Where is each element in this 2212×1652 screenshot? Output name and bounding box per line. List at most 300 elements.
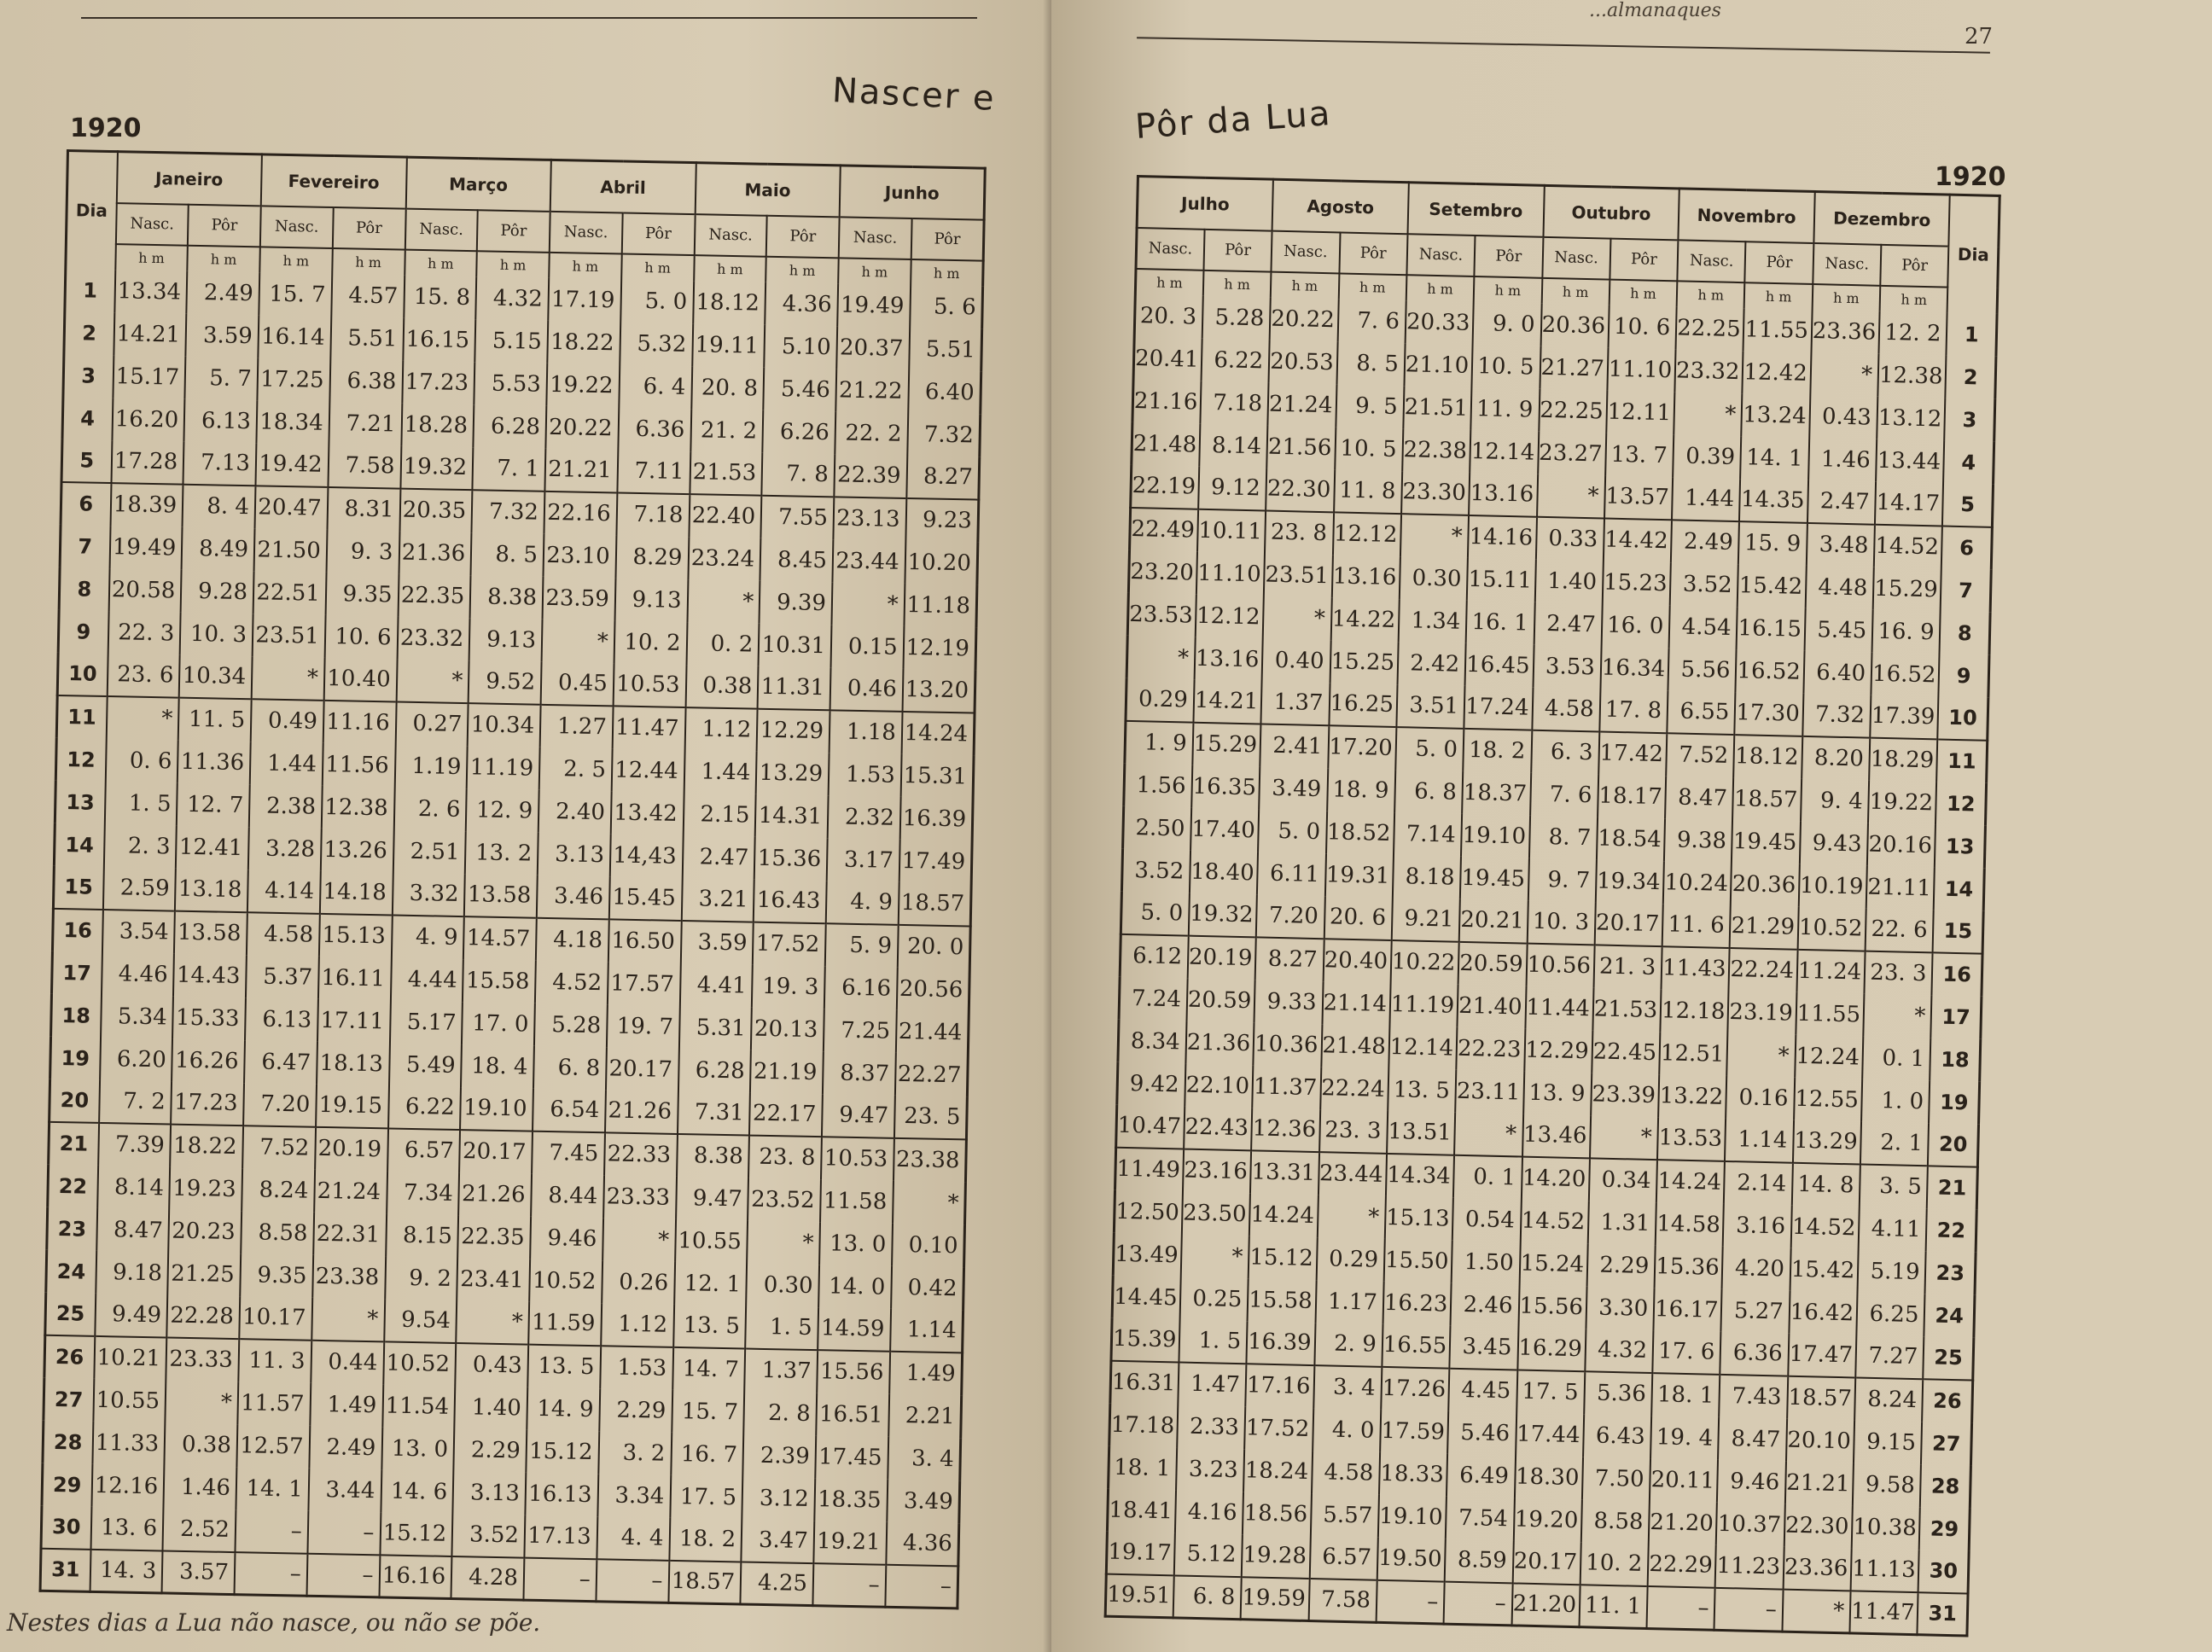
moonset-time: 3.13 [453,1470,527,1515]
day-number: 4 [62,396,113,439]
nasc-subheader: Nasc. [260,206,334,248]
moonset-time: 15.13 [319,913,393,957]
moonset-time: 18.22 [170,1124,243,1168]
moonset-time: 18.13 [317,1041,390,1085]
unit-label: h m [476,251,549,278]
day-number: 2 [64,311,114,354]
moonset-time: 23.19 [1728,990,1796,1034]
moonset-time: 3.23 [1176,1447,1244,1492]
moonset-time: 17.57 [608,962,681,1006]
moonset-time: 11.13 [1851,1548,1919,1592]
moonrise-time: 18. 1 [1109,1446,1177,1490]
moonrise-time: 1.56 [1124,763,1192,807]
moonset-time: 18.40 [1190,850,1258,894]
moonrise-time: 19.59 [1241,1577,1309,1621]
moonrise-time: 5. 0 [1121,891,1189,935]
unit-label: h m [621,253,694,281]
moonrise-time: 10.52 [383,1341,457,1386]
moonset-time: 4.57 [331,273,405,317]
moonset-time: 20.19 [1187,935,1255,980]
moonset-time: 2.14 [1724,1160,1792,1205]
moonrise-time: 22. 3 [108,611,181,655]
moonrise-time: 9.21 [1392,898,1460,942]
day-number: 24 [1924,1294,1975,1337]
moonrise-time: 19.49 [109,526,183,570]
moonrise-time: 16.15 [403,317,476,362]
moonrise-time: * [1537,474,1605,518]
moonrise-time: 5.28 [534,1003,608,1047]
moonset-time: 2.49 [187,270,260,315]
moonrise-time: 16.16 [379,1555,452,1599]
moonrise-time: 12.18 [1661,989,1729,1033]
moonset-time: 22.31 [313,1212,387,1256]
moonset-time: 20.59 [1458,941,1527,986]
moonset-time: 13.20 [902,668,975,713]
moonrise-time: 4.52 [535,960,608,1004]
nasc-subheader: Nasc. [839,217,912,259]
moonrise-time: 2.32 [828,795,901,840]
heading-por-da-lua: Pôr da Lua [1133,94,1333,147]
moonset-time: 7.18 [616,492,690,537]
moonset-time: 2.21 [888,1393,962,1438]
moonrise-time: 17. 5 [1516,1370,1585,1414]
moonset-time: 14.17 [1875,481,1943,526]
moonset-time: 15.45 [609,876,683,921]
moonset-time: 13.18 [175,868,248,912]
moonrise-time: 23.53 [1127,592,1196,637]
day-number: 21 [49,1121,99,1165]
moonset-time: 16.50 [608,919,682,963]
moonrise-time: 2. 6 [393,787,467,831]
moonset-time: 20.36 [1731,863,1799,907]
moonrise-time: 14.59 [818,1307,891,1352]
moonset-time: 0.44 [311,1340,384,1384]
moonset-time: 11.19 [467,746,540,790]
moonset-time: 19.10 [1461,813,1529,858]
day-number: 8 [59,567,109,610]
moonset-time: 21.11 [1866,865,1935,910]
moonrise-time: 10.17 [239,1296,312,1341]
moonset-time: 7. 8 [762,452,835,497]
day-number: 30 [41,1505,91,1549]
day-number: 3 [1945,398,1995,441]
moonrise-time: 10.52 [1797,906,1866,951]
moonrise-time: 18. 2 [669,1517,742,1562]
moonset-time: 7.55 [761,495,835,539]
moonrise-time: 17.16 [1245,1364,1313,1408]
month-header: Julho [1137,177,1273,231]
moonset-time: 23.38 [312,1254,386,1299]
unit-label: h m [1474,276,1542,304]
nasc-subheader: Nasc. [405,208,478,251]
moonset-time: 9.15 [1854,1420,1922,1464]
moonset-time: 0.16 [1726,1075,1795,1120]
moonset-time: 20. 0 [898,924,971,969]
moonrise-time: 20.33 [1405,300,1473,345]
moonset-time: 4. 0 [1313,1408,1381,1452]
month-header: Novembro [1679,189,1815,243]
moonrise-time: 18. 1 [1651,1373,1720,1417]
moonset-time: 21.26 [605,1090,678,1134]
moonrise-time: 7.32 [1802,693,1871,737]
unit-label: h m [1677,281,1745,308]
day-number: 29 [1919,1507,1970,1550]
nasc-subheader: Nasc. [694,214,767,257]
moonrise-time: 3.21 [681,878,754,922]
moonset-time: 5.32 [620,322,693,366]
por-subheader: Pôr [1475,236,1543,278]
moonrise-time: 19.22 [546,363,620,407]
moonset-time: 16. 0 [1601,603,1669,648]
day-number: 22 [1926,1208,1976,1252]
moonset-time: 2.29 [1586,1243,1655,1288]
nasc-subheader: Nasc. [115,203,189,246]
moonrise-time: – [1376,1579,1444,1624]
day-number: 1 [1947,312,1997,356]
moonset-time: 2. 1 [1860,1121,1929,1166]
moonrise-time: 21.51 [1403,386,1471,430]
moonrise-time: 22. 2 [835,411,908,456]
unit-label: h m [1338,273,1406,300]
moonrise-time: 9.38 [1664,818,1732,863]
day-number: 11 [56,695,107,738]
moonset-time: 10.40 [323,657,397,701]
moonset-time: 20.56 [897,967,970,1011]
moonrise-time: 14.45 [1112,1275,1180,1319]
moonrise-time: 6.47 [244,1040,317,1085]
moonset-time: 7.58 [1308,1579,1377,1623]
moonset-time: 17.42 [1598,731,1667,776]
moonset-time: 7.13 [183,441,257,486]
day-number: 5 [61,439,112,482]
moonrise-time: 13.53 [1657,1117,1726,1161]
moonset-time: * [311,1297,385,1341]
moonset-time: 23.11 [1455,1069,1523,1114]
moonrise-time: 20.41 [1133,336,1202,381]
moonset-time: 23.41 [457,1258,530,1302]
moonset-time: 8.47 [1719,1416,1787,1461]
unit-label: h m [1271,271,1339,299]
moonset-time: 7.21 [329,401,402,445]
moonset-time: 18.37 [1462,771,1530,815]
moonrise-time: 20.36 [1540,303,1609,347]
moonrise-time: 0.33 [1535,516,1604,561]
moonrise-time: – [812,1563,886,1608]
moonrise-time: 11.43 [1662,946,1730,991]
moonset-time: 6.22 [1201,338,1269,382]
moonset-time: 21.53 [1592,987,1661,1032]
moonrise-time: 4. 9 [826,881,899,925]
moonrise-time: 13. 5 [527,1344,601,1388]
moonset-time: * [1181,1234,1249,1278]
moonrise-time: 15.42 [1790,1248,1858,1292]
moonrise-time: 17.44 [1516,1412,1584,1457]
moonset-time: 15.29 [1192,722,1260,766]
moonrise-time: 16.51 [816,1393,889,1437]
moonrise-time: 3.52 [1670,562,1738,607]
moonset-time: 19.45 [1732,820,1800,864]
moonset-time: 4.36 [886,1521,959,1566]
moonset-time: 12.14 [1470,429,1538,474]
moonset-time: 18.54 [1597,817,1665,861]
unit-label: h m [1135,269,1203,296]
moonrise-time: 8. 7 [1528,815,1597,859]
moonrise-time: 11.54 [382,1384,456,1428]
moonset-time: 3.12 [742,1476,816,1521]
moonset-time: 1. 5 [1179,1319,1247,1364]
moonset-time: 11.23 [1715,1544,1784,1589]
moonrise-time: 21.10 [1404,343,1472,387]
moonrise-time: 0.45 [541,661,614,706]
moonset-time: 10. 5 [1335,427,1403,471]
moonrise-time: 21.24 [1268,382,1336,427]
moonset-time: 8.14 [1199,423,1267,468]
moonrise-time: 13.29 [1793,1120,1861,1164]
day-number: 28 [1920,1464,1970,1508]
moonset-time: 12. 7 [177,782,250,827]
day-number: 3 [63,353,114,397]
day-number: 12 [1936,782,1986,825]
moonset-time: 18.29 [1869,737,1937,782]
moonset-time: 13.29 [756,751,830,795]
moonset-time: 13.58 [464,874,538,918]
moonset-time: 3.57 [162,1550,236,1595]
unit-label: h m [1203,270,1272,297]
moonset-time: 13.16 [1331,555,1400,599]
moonrise-time: 10.22 [1390,940,1458,985]
moonrise-time: 17.45 [815,1435,888,1480]
moonrise-time: 8.47 [1665,776,1733,820]
moonset-time: 23.33 [166,1337,240,1382]
moonset-time: 1.40 [455,1386,528,1430]
moonset-time: 5.12 [1174,1533,1243,1577]
moonrise-time: 19.51 [1105,1573,1173,1618]
moonset-time: 20.59 [1186,978,1254,1022]
moonset-time: 5. 7 [185,356,259,400]
month-header: Maio [695,163,841,217]
moonrise-time: 3.54 [102,909,175,953]
moonset-time: 4.11 [1859,1207,1927,1251]
moonset-time: 21.19 [750,1050,824,1094]
moonrise-time: 1.37 [1261,681,1330,725]
day-number: 16 [1932,952,1982,996]
left-year: 1920 [70,113,142,143]
moonrise-time: 7.24 [1119,976,1187,1021]
moonrise-time: 18.35 [814,1478,888,1522]
moonrise-time: 15.56 [1518,1284,1586,1329]
moonset-time: 5. 0 [620,279,694,323]
moonset-time: 5.19 [1858,1249,1926,1294]
moonset-time: 21.26 [458,1172,532,1217]
moonset-time: 1.37 [744,1348,818,1393]
moonrise-time: 1.12 [684,707,758,752]
unit-label: h m [1812,284,1880,311]
moonset-time: 9. 5 [1336,384,1404,428]
moonset-time: 14.57 [463,916,537,961]
moonset-time: 22.10 [1185,1063,1253,1108]
moonrise-time: 9.47 [822,1094,895,1138]
moonrise-time: 9. 4 [1801,778,1869,823]
moonset-time: 19.32 [1189,893,1257,937]
moonset-time: 11. 9 [1470,387,1539,431]
day-number: 28 [43,1420,93,1463]
moonrise-time: 0.46 [830,667,904,712]
por-subheader: Pôr [1880,244,1948,287]
day-number: 4 [1944,440,1994,484]
day-number: 19 [1930,1080,1980,1124]
moonrise-time: 0.29 [1126,678,1194,722]
moonrise-time: 14.58 [1656,1202,1724,1247]
moonrise-time: 1.44 [250,742,323,786]
day-number: 10 [1938,696,1988,740]
moonrise-time: 15.13 [1385,1195,1453,1240]
moonrise-time: * [1782,1589,1850,1633]
moonset-time: 11.10 [1196,551,1265,596]
day-number: 20 [49,1079,100,1122]
moonrise-time: 23.44 [832,539,905,584]
moonrise-time: 14. 8 [1792,1162,1860,1207]
moonrise-time: 14.21 [114,312,187,357]
moonrise-time: 13. 5 [673,1304,747,1348]
moonset-time: 5.10 [765,324,838,369]
moonset-time: 10. 6 [324,614,398,659]
moonset-time: 6.36 [618,407,691,451]
right-page [1051,0,2212,1652]
moonrise-time: 13.46 [1522,1114,1591,1158]
moonset-time: 22.24 [1320,1067,1388,1111]
moonset-time: 14.22 [1330,597,1399,642]
moonrise-time: * [1263,596,1331,640]
moonset-time: 17.23 [171,1081,244,1126]
moonset-time: 7.54 [1446,1496,1514,1540]
moonset-time: 14.16 [1468,515,1536,559]
moonset-time: 20.23 [168,1209,242,1254]
moonrise-time: 15. 7 [259,272,332,317]
moonrise-time: 20.53 [1269,340,1337,384]
moonrise-time: 5.31 [678,1005,752,1050]
moonrise-time: 19.20 [1513,1498,1581,1542]
moonset-time: 4.16 [1175,1490,1243,1534]
moonset-time: 5.57 [1310,1493,1378,1538]
moonrise-time: * [106,696,179,741]
moonrise-time: 20.22 [1270,297,1338,341]
moonrise-time: 13.49 [1113,1232,1181,1277]
moonrise-time: 9.49 [95,1293,168,1337]
moonrise-time: 15.56 [817,1350,890,1394]
moonset-time: 16.15 [1737,607,1805,651]
moonset-time: 0.25 [1179,1277,1248,1321]
moonset-time: 10. 5 [1472,344,1540,388]
moonrise-time: 8.24 [242,1168,315,1213]
moonrise-time: 0.43 [1809,394,1877,439]
moonset-time: 0.38 [165,1422,238,1467]
moonrise-time: 12.14 [1388,1025,1457,1069]
moonrise-time: 5.49 [389,1043,463,1087]
moonrise-time: 21.50 [254,528,328,573]
moonset-time: 6.57 [1309,1536,1377,1580]
day-number: 17 [52,951,102,994]
moonrise-time: 9.18 [96,1250,169,1294]
moonrise-time: 19.10 [1378,1494,1447,1539]
moonrise-time: 7.20 [1256,894,1324,939]
moonset-time: 14.21 [1193,679,1261,724]
moonrise-time: 7.14 [1394,812,1462,857]
moonset-time: 10.34 [468,703,541,747]
moonset-time: 6.49 [1447,1453,1515,1498]
moonset-time: 5.51 [330,316,404,360]
unit-label: h m [1744,282,1813,310]
moonset-time: 1.49 [889,1351,963,1395]
moonrise-time: 12.16 [91,1463,165,1508]
moonset-time: 9.28 [181,569,254,614]
moonrise-time: 8.44 [531,1173,604,1218]
moonrise-time: 4.48 [1806,565,1874,609]
moonset-time: 0.30 [746,1263,819,1307]
unit-label: h m [259,247,332,274]
moonrise-time: 5.56 [1668,648,1737,692]
moonrise-time: 14. 1 [236,1467,309,1511]
moonset-time: 6.40 [908,369,981,414]
moonset-time: 11.16 [323,700,396,744]
moonset-time: 21.44 [896,1009,969,1054]
moonrise-time: 1.40 [1534,559,1603,603]
day-number: 31 [40,1548,90,1591]
moonrise-time: 16.13 [525,1472,598,1516]
moonrise-time: 11.55 [1796,992,1864,1036]
moonset-time: 12.12 [1332,512,1400,556]
moonset-time: 13.58 [174,910,247,955]
day-number: 26 [44,1335,95,1378]
day-number: 7 [60,524,110,567]
moonrise-time: 3.49 [1259,766,1327,811]
moonrise-time: 2.50 [1123,806,1191,850]
moonrise-time: 21.21 [1785,1461,1854,1505]
unit-label: h m [1406,275,1475,302]
moonset-time: 9.46 [1717,1459,1785,1504]
moonrise-time: 4.41 [679,963,753,1007]
unit-label: h m [332,248,405,276]
moonset-time: 17.20 [1328,725,1396,770]
day-number: 25 [45,1292,96,1335]
day-column-header: Dia [1947,195,2000,313]
moonset-time: 13.24 [1742,393,1810,438]
moonset-time: 17.24 [1464,685,1533,730]
moonset-time: 22.23 [1456,1027,1524,1071]
por-subheader: Pôr [1203,229,1272,271]
moonrise-time: 1.34 [1399,599,1467,643]
moonrise-time: 21. 2 [690,409,764,453]
moonrise-time: 20. 3 [1134,294,1202,338]
moonrise-time: 0.39 [1673,434,1741,479]
moonrise-time: 2.47 [1534,602,1602,646]
moonset-time: 19.15 [316,1084,389,1128]
day-number: 23 [1925,1251,1976,1294]
por-subheader: Pôr [1610,238,1678,281]
moonset-time: 8.31 [327,486,400,531]
moonset-time: 19. 7 [607,1004,680,1049]
moonset-time: 9.52 [469,660,542,705]
moonrise-time: 19.49 [837,283,911,328]
moonset-time: 16.34 [1600,646,1668,690]
moonrise-time: 8.34 [1118,1019,1186,1063]
moonrise-time: 22.25 [1539,388,1607,433]
moonset-time: 16.25 [1329,683,1397,727]
moonrise-time: 13. 0 [819,1222,893,1266]
moonset-time: 16. 1 [1466,600,1534,644]
moonrise-time: 8.38 [677,1133,750,1178]
unit-label: h m [1541,277,1610,305]
moonrise-time: 17.47 [1788,1333,1856,1377]
